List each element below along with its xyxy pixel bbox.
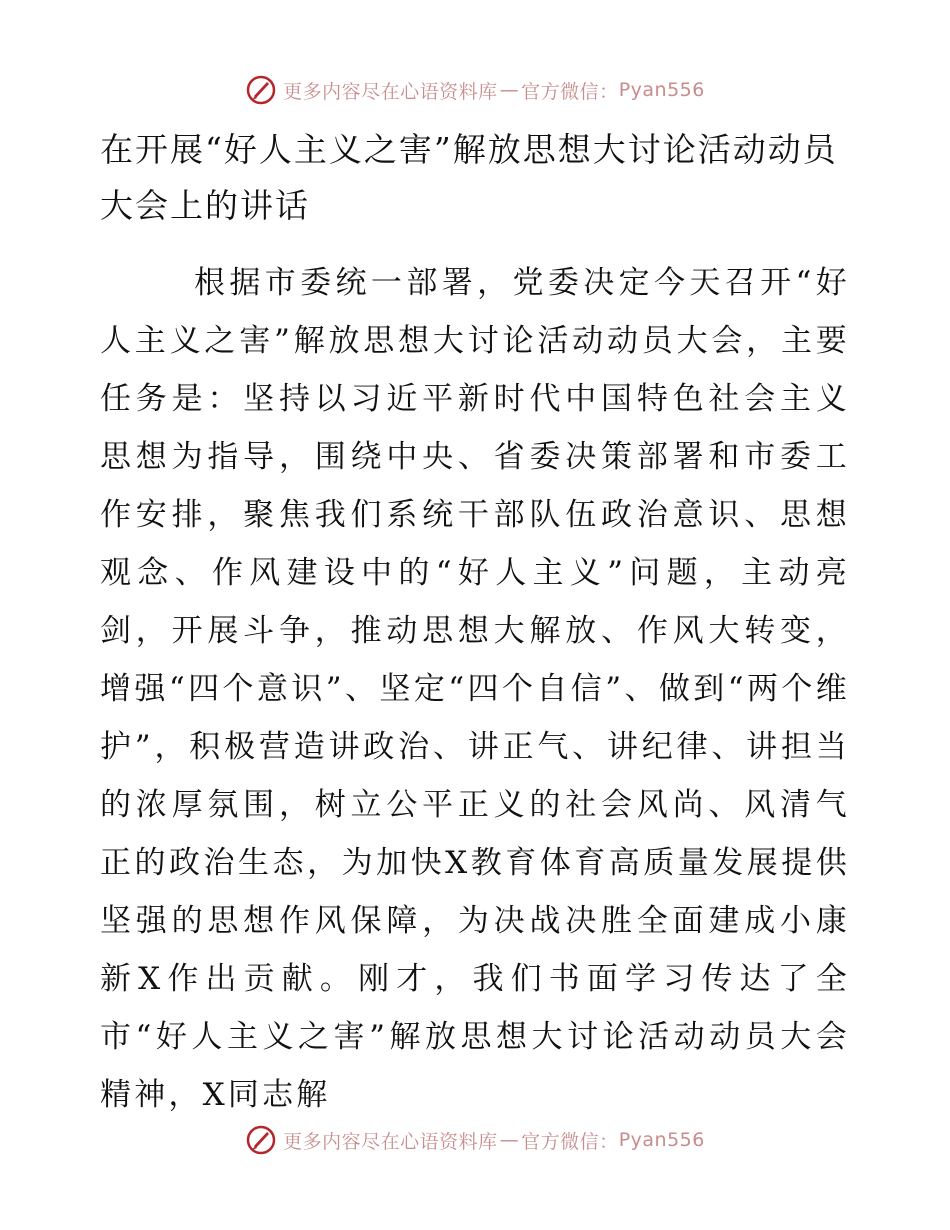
watermark-site-text: 更多内容尽在心语资料库 (283, 1130, 498, 1153)
document-paragraph: 根据市委统一部署，党委决定今天召开“好人主义之害”解放思想大讨论活动动员大会，主要任务是：坚持以习近平新时代中国特色社会主义思想为指导，围绕中央、省委决策部署和市委工作安排，聚焦我们系统干部队伍政治意识、思想观念、作风建设中的“好人主义”问题，主动亮剑，开展斗争，推动思想大解放、作风大转变，增强“四个意识”、坚定“四个自信”、做到“两个维护”，积极营造讲政治、讲正气、讲纪律、讲担当的浓厚氛围，树立公平正义的社会风尚、风清气正的政治生态，为加快X教育体育高质量发展提供坚强的思想作风保障，为决战决胜全面建成小康新X作出贡献。刚才，我们书面学习传达了全市“好人主义之害”解放思想大讨论活动动员大会精神，X同志解 (100, 265, 850, 1113)
watermark-separator: — (499, 79, 520, 101)
watermark-wechat-id: Pyan556 (618, 79, 705, 101)
watermark-site-text: 更多内容尽在心语资料库 (283, 80, 498, 103)
quill-logo-icon (245, 74, 277, 106)
watermark-wechat-label: 官方微信： (521, 1130, 619, 1153)
watermark-wechat-id: Pyan556 (618, 1129, 705, 1151)
document-title: 在开展“好人主义之害”解放思想大讨论活动动员大会上的讲话 (100, 130, 838, 225)
footer-watermark (0, 1120, 950, 1160)
watermark-separator: — (499, 1129, 520, 1151)
quill-logo-icon (245, 1124, 277, 1156)
header-watermark (0, 70, 950, 110)
watermark-wechat-label: 官方微信： (521, 80, 619, 103)
